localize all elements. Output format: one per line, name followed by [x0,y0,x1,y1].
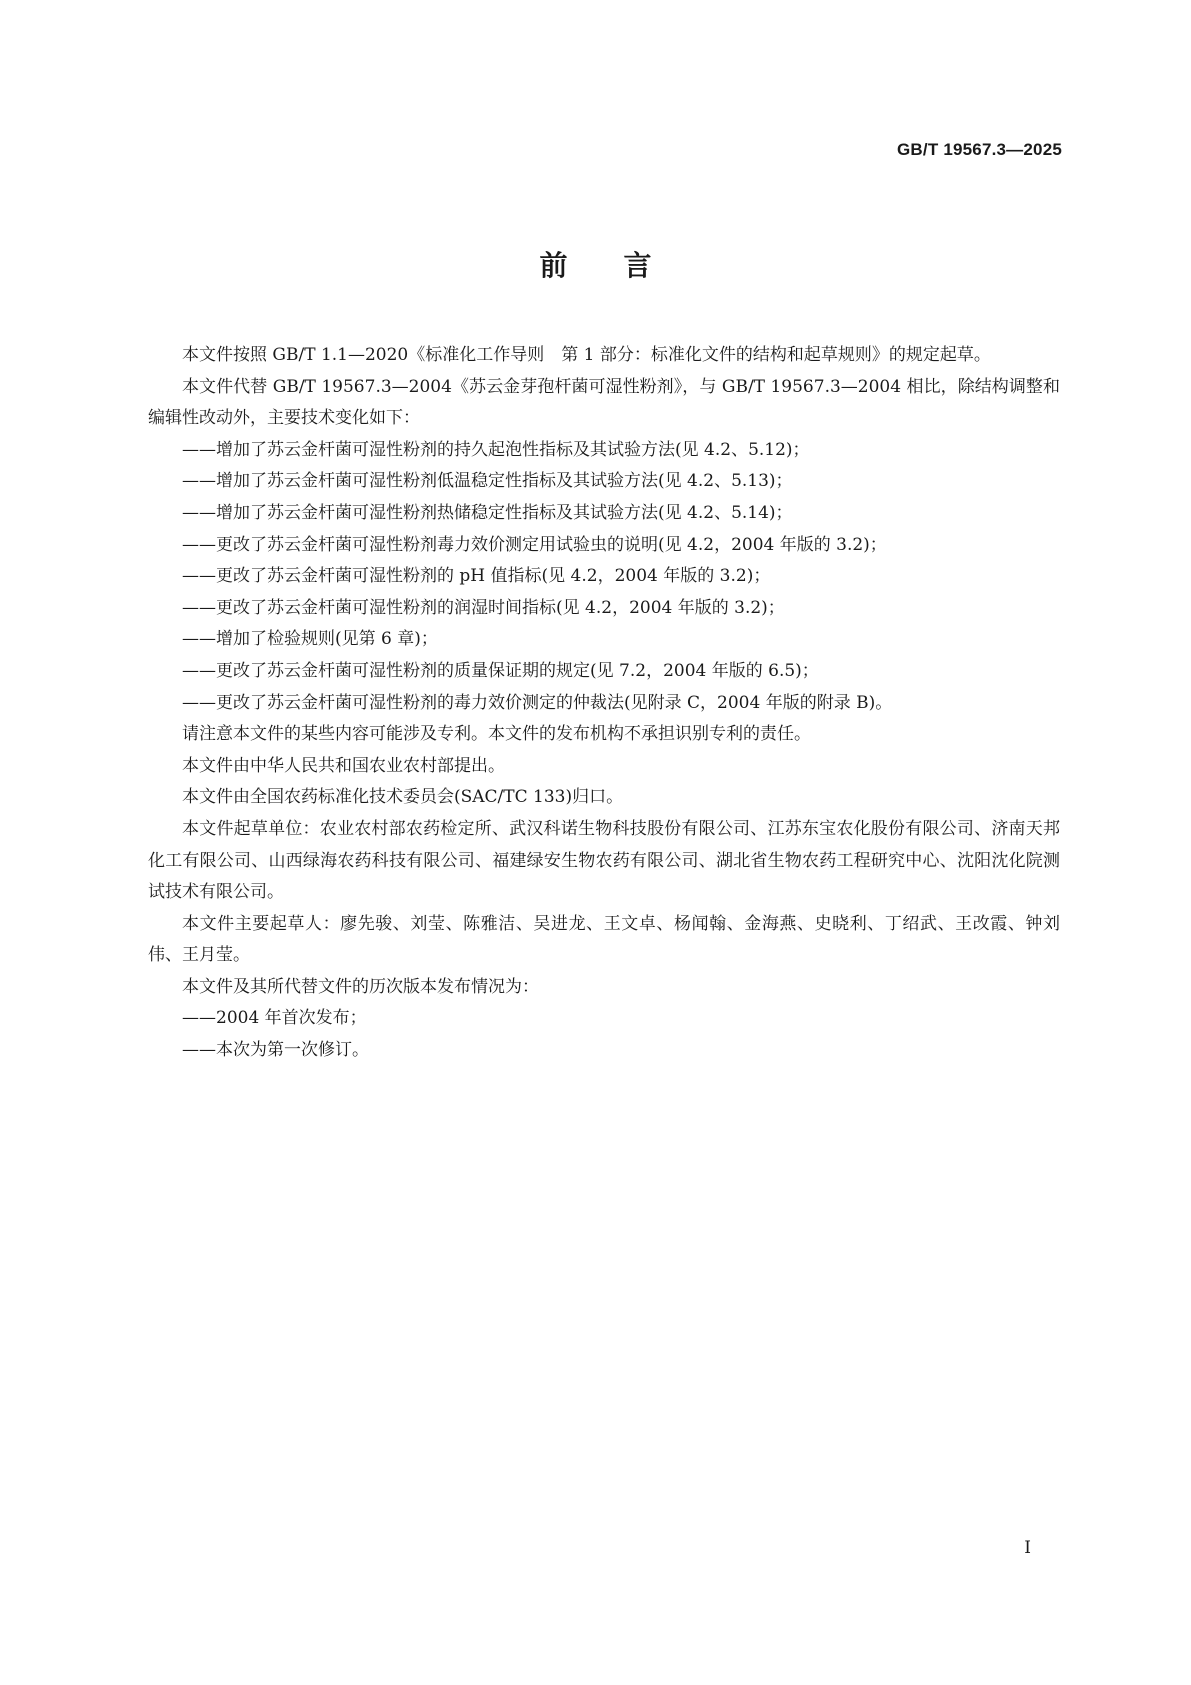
list-item: ——更改了苏云金杆菌可湿性粉剂的质量保证期的规定(见 7.2，2004 年版的 6.5)； [182,660,819,681]
paragraph: 本文件代替 GB/T 19567.3—2004《苏云金芽孢杆菌可湿性粉剂》，与 GB/T 19567.3—2004 相比，除结构调整和编辑性改动外，主要技术变化如下： [148,376,1060,429]
list-item: ——本次为第一次修订。 [182,1040,369,1061]
paragraph: 本文件主要起草人：廖先骏、刘莹、陈雅洁、吴进龙、王文卓、杨闻翰、金海燕、史晓利、丁绍武、王改霞、钟刘伟、王月莹。 [148,913,1060,966]
list-item: ——更改了苏云金杆菌可湿性粉剂的毒力效价测定的仲裁法(见附录 C，2004 年版的附录 B)。 [182,692,893,713]
page-title: 前言 [539,249,708,282]
paragraph: 本文件由中华人民共和国农业农村部提出。 [182,755,505,776]
list-item: ——2004 年首次发布； [182,1008,367,1029]
standard-code: GB/T 19567.3—2025 [897,140,1062,159]
paragraph: 本文件由全国农药标准化技术委员会(SAC/TC 133)归口。 [182,787,624,808]
list-item: ——增加了检验规则(见第 6 章)； [182,629,438,650]
paragraph: 本文件按照 GB/T 1.1—2020《标准化工作导则 第 1 部分：标准化文件的结构和起草规则》的规定起草。 [182,345,991,365]
paragraph: 本文件及其所代替文件的历次版本发布情况为： [182,976,539,997]
list-item: ——增加了苏云金杆菌可湿性粉剂低温稳定性指标及其试验方法(见 4.2、5.13)； [182,471,793,492]
paragraph: 请注意本文件的某些内容可能涉及专利。本文件的发布机构不承担识别专利的责任。 [182,724,811,745]
list-item: ——增加了苏云金杆菌可湿性粉剂的持久起泡性指标及其试验方法(见 4.2、5.12)； [182,439,810,460]
page-number: I [1024,1538,1031,1558]
list-item: ——更改了苏云金杆菌可湿性粉剂的 pH 值指标(见 4.2，2004 年版的 3.2)； [182,566,771,587]
foreword-body [148,340,1060,1067]
list-item: ——更改了苏云金杆菌可湿性粉剂的润湿时间指标(见 4.2，2004 年版的 3.2)； [182,597,785,618]
list-item: ——更改了苏云金杆菌可湿性粉剂毒力效价测定用试验虫的说明(见 4.2，2004 年版的 3.2)； [182,534,887,555]
list-item: ——增加了苏云金杆菌可湿性粉剂热储稳定性指标及其试验方法(见 4.2、5.14)； [182,502,793,523]
paragraph: 本文件起草单位：农业农村部农药检定所、武汉科诺生物科技股份有限公司、江苏东宝农化股份有限公司、济南天邦化工有限公司、山西绿海农药科技有限公司、福建绿安生物农药有限公司、湖北省生物农药工程研究中心、沈阳沈化院测试技术有限公司。 [148,818,1060,903]
